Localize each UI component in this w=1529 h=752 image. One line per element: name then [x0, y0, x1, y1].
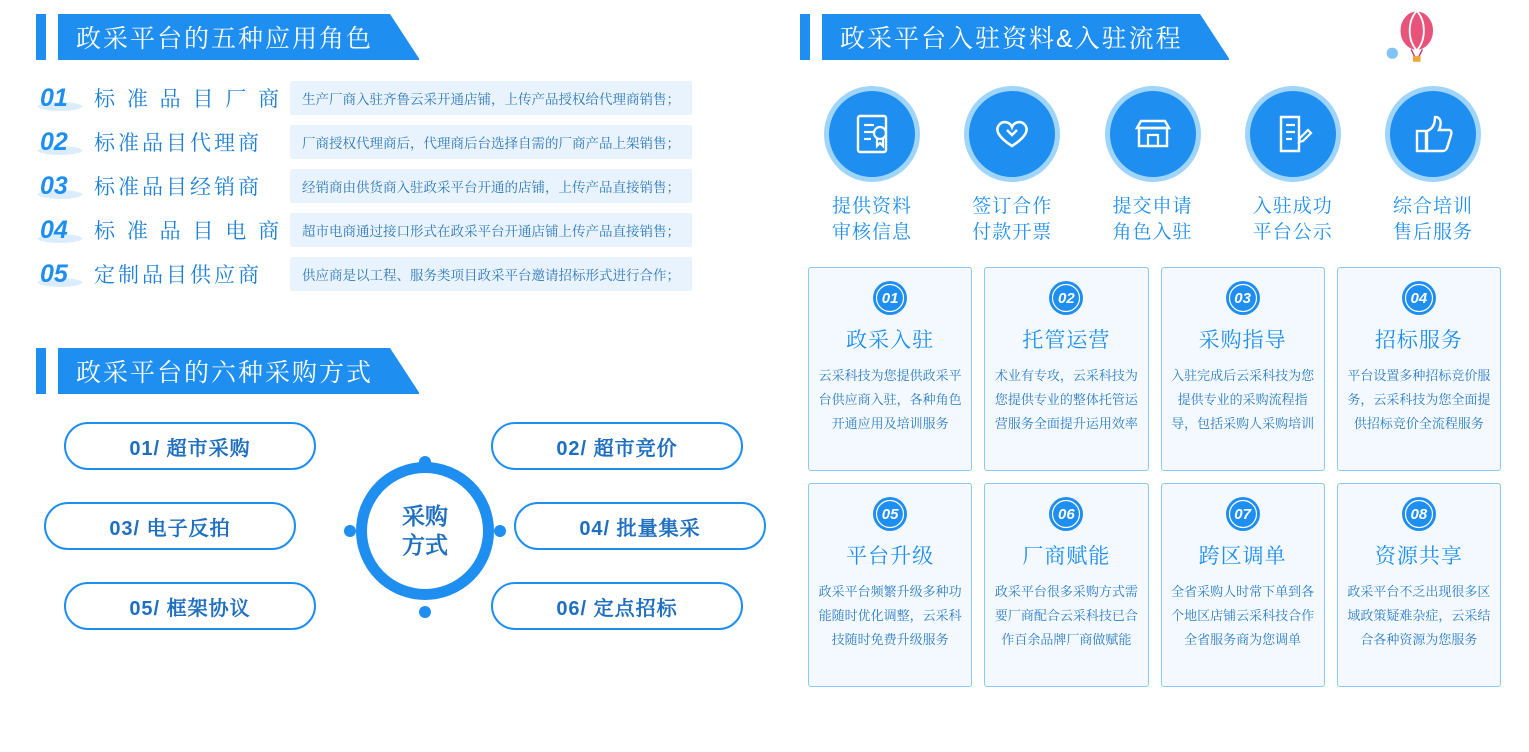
hub-line-2: 方式 — [402, 532, 448, 558]
role-item — [36, 208, 780, 252]
card-badge — [1225, 280, 1261, 316]
role-name: 标准品目代理商 — [94, 132, 262, 155]
hub-connector-dot-bottom — [419, 606, 431, 618]
role-name: 定制品目供应商 — [94, 264, 262, 287]
step-item — [1229, 86, 1357, 245]
way-pill-04[interactable]: 04/ 批量集采 — [514, 502, 766, 550]
step-icon-wrap — [964, 86, 1060, 182]
card-number: 01 — [881, 289, 899, 307]
hub-line-1: 采购 — [402, 503, 448, 530]
way-pill-02[interactable]: 02/ 超市竞价 — [491, 422, 743, 470]
header-accent-bar — [36, 348, 46, 394]
roles-list — [36, 76, 780, 296]
hub-connector-dot-left — [344, 525, 356, 537]
step-icon-wrap — [1105, 86, 1201, 182]
service-cards-row — [808, 483, 1501, 687]
step-label-line1: 综合培训 — [1392, 196, 1473, 217]
role-number: 01 — [36, 84, 94, 113]
card-title: 托管运营 — [1022, 329, 1111, 353]
header-accent-bar — [800, 14, 810, 60]
purchase-hub — [356, 462, 494, 600]
shop-icon — [1129, 110, 1177, 158]
step-item — [1089, 86, 1217, 245]
card-title: 厂商赋能 — [1022, 545, 1111, 569]
card-number: 03 — [1234, 289, 1251, 307]
step-label-line2: 审核信息 — [831, 221, 912, 243]
step-icon-wrap — [824, 86, 920, 182]
card-text: 术业有专攻，云采科技为您提供专业的整体托管运营服务全面提升运用效率 — [994, 368, 1138, 432]
roles-section-header — [36, 14, 780, 60]
role-name: 标 准 品 目 厂 商 — [94, 88, 283, 111]
onboarding-steps — [800, 86, 1511, 245]
card-title: 政采入驻 — [846, 329, 935, 353]
service-card[interactable] — [1337, 267, 1501, 471]
role-name: 标 准 品 目 电 商 — [94, 220, 283, 243]
service-cards — [800, 267, 1511, 687]
card-text: 平台设置多种招标竞价服务，云采科技为您全面提供招标竞价全流程服务 — [1347, 368, 1491, 432]
card-text: 政采平台不乏出现很多区域政策疑难杂症，云采结合各种资源为您服务 — [1347, 584, 1491, 648]
role-description: 超市电商通过接口形式在政采平台开通店铺上传产品直接销售； — [290, 213, 692, 247]
card-title: 跨区调单 — [1198, 545, 1287, 569]
step-item — [1369, 86, 1497, 245]
ways-header-title: 政采平台的六种采购方式 — [58, 348, 419, 394]
card-title: 采购指导 — [1198, 329, 1287, 353]
purchase-ways-diagram — [36, 420, 780, 670]
step-item — [948, 86, 1076, 245]
way-pill-03[interactable]: 03/ 电子反拍 — [44, 502, 296, 550]
service-card[interactable] — [984, 267, 1148, 471]
step-label-line1: 签订合作 — [972, 196, 1053, 217]
role-name: 标准品目经销商 — [94, 176, 262, 199]
certificate-icon — [849, 111, 895, 157]
step-icon-wrap — [1245, 86, 1341, 182]
hub-connector-dot-right — [494, 525, 506, 537]
role-number: 03 — [36, 172, 94, 201]
service-card[interactable] — [1161, 483, 1325, 687]
card-title: 平台升级 — [846, 545, 935, 569]
role-description: 经销商由供货商入驻政采平台开通的店铺，上传产品直接销售； — [290, 169, 692, 203]
role-item — [36, 76, 780, 120]
card-number: 08 — [1410, 505, 1428, 523]
service-card[interactable] — [808, 267, 972, 471]
way-pill-01[interactable]: 01/ 超市采购 — [64, 422, 316, 470]
step-label-line2: 付款开票 — [972, 221, 1053, 243]
card-text: 政采平台频繁升级多种功能随时优化调整，云采科技随时免费升级服务 — [818, 584, 962, 648]
role-description: 厂商授权代理商后，代理商后台选择自需的厂商产品上架销售； — [290, 125, 692, 159]
ways-section-header — [36, 348, 780, 394]
role-number: 04 — [36, 216, 94, 245]
card-badge — [1225, 496, 1261, 532]
card-title: 招标服务 — [1374, 329, 1463, 353]
card-text: 全省采购人时常下单到各个地区店铺云采科技合作全省服务商为您调单 — [1171, 584, 1315, 648]
step-item — [808, 86, 936, 245]
hot-air-balloon-icon — [1383, 8, 1443, 74]
card-number: 02 — [1058, 289, 1075, 307]
card-number: 05 — [881, 505, 899, 523]
step-label-line1: 入驻成功 — [1252, 196, 1333, 217]
way-pill-05[interactable]: 05/ 框架协议 — [64, 582, 316, 630]
role-item — [36, 164, 780, 208]
card-badge — [872, 280, 908, 316]
card-number: 06 — [1058, 505, 1075, 523]
roles-header-title: 政采平台的五种应用角色 — [58, 14, 419, 60]
handshake-heart-icon — [988, 110, 1036, 158]
right-column — [800, 0, 1529, 752]
role-item — [36, 120, 780, 164]
card-title: 资源共享 — [1374, 545, 1463, 569]
step-label-line1: 提交申请 — [1112, 196, 1193, 217]
document-edit-icon — [1269, 110, 1317, 158]
role-item — [36, 252, 780, 296]
card-badge — [1048, 280, 1084, 316]
card-badge — [1048, 496, 1084, 532]
service-card[interactable] — [808, 483, 972, 687]
card-badge — [1401, 496, 1437, 532]
step-label-line2: 角色入驻 — [1112, 221, 1193, 243]
card-number: 04 — [1410, 289, 1428, 307]
card-text: 入驻完成后云采科技为您提供专业的采购流程指导，包括采购人采购培训 — [1171, 368, 1315, 432]
step-label-line2: 平台公示 — [1252, 221, 1333, 243]
role-description: 供应商是以工程、服务类项目政采平台邀请招标形式进行合作； — [290, 257, 692, 291]
card-badge — [872, 496, 908, 532]
step-label-line1: 提供资料 — [831, 196, 912, 217]
thumbs-up-icon — [1409, 110, 1457, 158]
role-description: 生产厂商入驻齐鲁云采开通店铺，上传产品授权给代理商销售； — [290, 81, 692, 115]
service-cards-row — [808, 267, 1501, 471]
step-icon-wrap — [1385, 86, 1481, 182]
header-accent-bar — [36, 14, 46, 60]
way-pill-06[interactable]: 06/ 定点招标 — [491, 582, 743, 630]
service-card[interactable] — [984, 483, 1148, 687]
card-text: 政采平台很多采购方式需要厂商配合云采科技已合作百余品牌厂商做赋能 — [994, 584, 1138, 648]
role-number: 02 — [36, 128, 94, 157]
card-badge — [1401, 280, 1437, 316]
role-number: 05 — [36, 260, 94, 289]
card-text: 云采科技为您提供政采平台供应商入驻，各种角色开通应用及培训服务 — [818, 368, 962, 432]
card-number: 07 — [1234, 505, 1251, 523]
step-label-line2: 售后服务 — [1392, 221, 1473, 243]
service-card[interactable] — [1337, 483, 1501, 687]
service-card[interactable] — [1161, 267, 1325, 471]
onboarding-header-title: 政采平台入驻资料&入驻流程 — [822, 14, 1229, 60]
